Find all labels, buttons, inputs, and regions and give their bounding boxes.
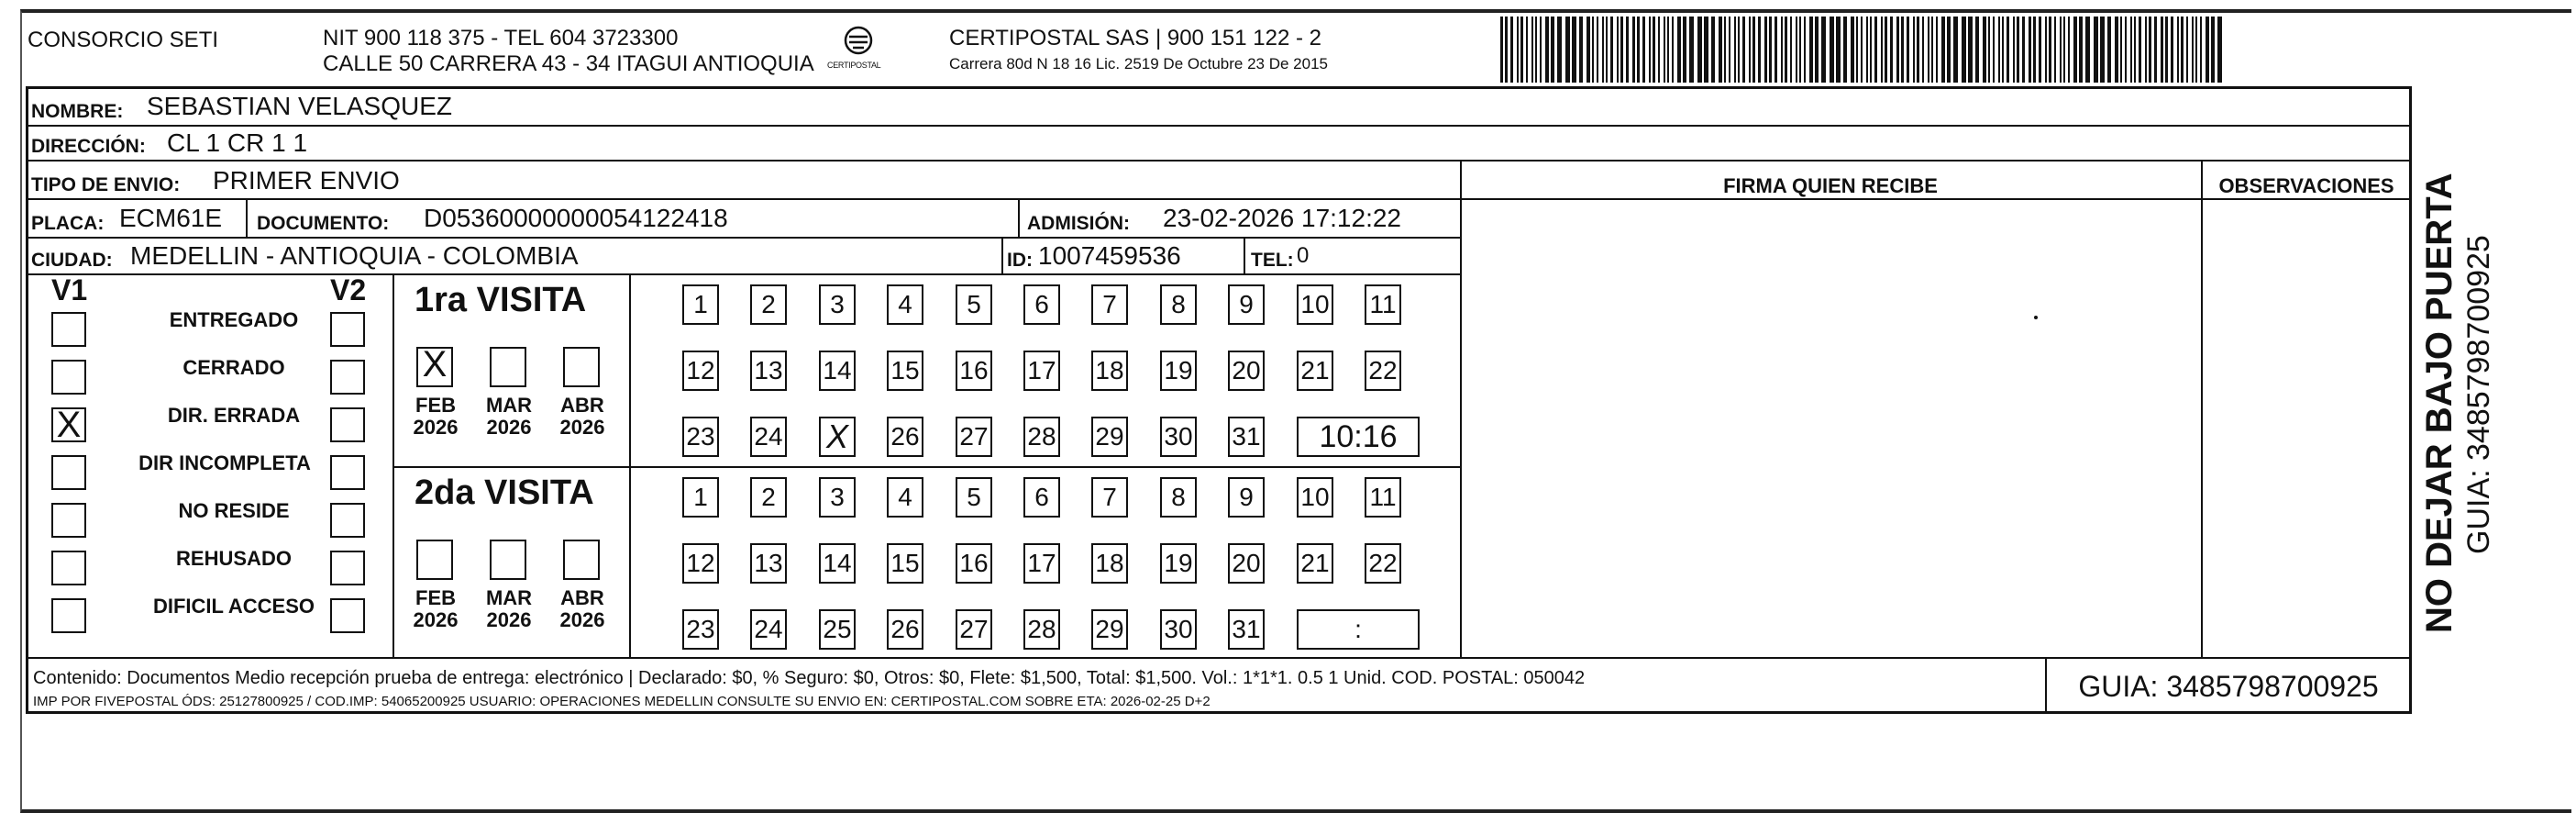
day-box: 7	[1091, 284, 1128, 325]
v2-checkbox	[330, 407, 365, 442]
month-year: 2026	[486, 416, 532, 439]
day-box: 10	[1297, 284, 1333, 325]
nombre-label: NOMBRE:	[31, 101, 124, 122]
footer-imp: IMP POR FIVEPOSTAL ÓDS: 25127800925 / COD.IMP: 54065200925 USUARIO: OPERACIONES MEDELLIN CONSULTE SU ENVIO EN: CERTIPOSTAL.COM SOBRE ETA: 2026-02-25 D+2	[33, 694, 1211, 709]
reason-label: DIFICIL ACCESO	[152, 595, 315, 618]
barcode	[1500, 17, 2225, 83]
documento-label: DOCUMENTO:	[257, 213, 390, 234]
month-year: 2026	[559, 608, 605, 631]
day-box: 23	[682, 609, 719, 650]
day-box: 19	[1160, 543, 1197, 584]
day-box: 29	[1091, 417, 1128, 457]
v2-checkbox	[330, 551, 365, 585]
day-box: 22	[1365, 351, 1401, 391]
day-box: 17	[1023, 543, 1060, 584]
day-box: 9	[1228, 284, 1265, 325]
day-box: X	[819, 417, 856, 457]
day-box: 21	[1297, 351, 1333, 391]
v1-checkbox	[51, 598, 86, 633]
month-year: 2026	[413, 416, 459, 439]
month-year: 2026	[559, 416, 605, 439]
day-box: 24	[750, 609, 787, 650]
address-line: CALLE 50 CARRERA 43 - 34 ITAGUI ANTIOQUIA	[323, 51, 814, 76]
v2-checkbox	[330, 360, 365, 395]
v2-checkbox	[330, 312, 365, 347]
reason-label: NO RESIDE	[178, 499, 290, 522]
day-box: 2	[750, 477, 787, 518]
day-box: 10	[1297, 477, 1333, 518]
day-box: 8	[1160, 477, 1197, 518]
observaciones-header: OBSERVACIONES	[2218, 174, 2394, 197]
admision-value: 23-02-2026 17:12:22	[1163, 204, 1401, 232]
no-dejar-bajo-puerta: NO DEJAR BAJO PUERTA	[2419, 173, 2460, 633]
certipostal-logo	[827, 24, 886, 75]
month-label: FEB	[415, 394, 456, 417]
day-box: 13	[750, 543, 787, 584]
direccion-value: CL 1 CR 1 1	[167, 128, 308, 157]
carrier-line2: Carrera 80d N 18 16 Lic. 2519 De Octubre 23 De 2015	[949, 55, 1328, 72]
month-checkbox: X	[416, 347, 453, 387]
day-box: 27	[956, 609, 992, 650]
day-box: 6	[1023, 477, 1060, 518]
v2-label: V2	[330, 273, 367, 306]
first-visit-title: 1ra VISITA	[415, 281, 587, 319]
day-box: 8	[1160, 284, 1197, 325]
day-box: 29	[1091, 609, 1128, 650]
day-box: 14	[819, 543, 856, 584]
reason-label: REHUSADO	[176, 547, 292, 570]
v1-checkbox	[51, 312, 86, 347]
month-checkbox	[563, 347, 600, 387]
day-box: 16	[956, 543, 992, 584]
day-box: 5	[956, 284, 992, 325]
month-label: MAR	[485, 394, 533, 417]
reason-label: DIR. ERRADA	[167, 404, 301, 427]
tel-label: TEL:	[1251, 250, 1294, 271]
day-box: 18	[1091, 351, 1128, 391]
second-visit-title: 2da VISITA	[415, 473, 594, 512]
day-box: 14	[819, 351, 856, 391]
month-year: 2026	[413, 608, 459, 631]
v2-checkbox	[330, 503, 365, 538]
time-box: 10:16	[1297, 417, 1420, 457]
id-label: ID:	[1007, 250, 1033, 271]
side-guia: GUIA: 3485798700925	[2461, 235, 2496, 554]
day-box: 12	[682, 351, 719, 391]
ciudad-value: MEDELLIN - ANTIOQUIA - COLOMBIA	[130, 241, 579, 270]
day-box: 4	[887, 477, 923, 518]
day-box: 31	[1228, 609, 1265, 650]
day-box: 25	[819, 609, 856, 650]
v1-checkbox	[51, 360, 86, 395]
day-box: 30	[1160, 609, 1197, 650]
day-box: 24	[750, 417, 787, 457]
v2-checkbox	[330, 598, 365, 633]
day-box: 20	[1228, 543, 1265, 584]
id-value: 1007459536	[1038, 241, 1181, 270]
direccion-label: DIRECCIÓN:	[31, 136, 146, 157]
day-box: 17	[1023, 351, 1060, 391]
v1-checkbox	[51, 551, 86, 585]
tel-value: 0	[1297, 243, 1310, 268]
documento-value: D05360000000054122418	[424, 204, 728, 232]
footer-guia: GUIA: 3485798700925	[2078, 670, 2379, 703]
placa-label: PLACA:	[31, 213, 105, 234]
month-label: ABR	[560, 586, 604, 609]
tipo-envio-label: TIPO DE ENVIO:	[31, 174, 181, 195]
day-box: 28	[1023, 609, 1060, 650]
day-box: 30	[1160, 417, 1197, 457]
day-box: 26	[887, 417, 923, 457]
day-box: 19	[1160, 351, 1197, 391]
day-box: 28	[1023, 417, 1060, 457]
day-box: 27	[956, 417, 992, 457]
month-checkbox	[563, 540, 600, 580]
v1-label: V1	[51, 273, 88, 306]
day-box: 4	[887, 284, 923, 325]
day-box: 23	[682, 417, 719, 457]
day-box: 12	[682, 543, 719, 584]
reason-label: DIR INCOMPLETA	[138, 451, 311, 474]
month-year: 2026	[486, 608, 532, 631]
day-box: 1	[682, 477, 719, 518]
month-checkbox	[416, 540, 453, 580]
placa-value: ECM61E	[119, 204, 223, 232]
ciudad-label: CIUDAD:	[31, 250, 113, 271]
day-box: 31	[1228, 417, 1265, 457]
time-box: :	[1297, 609, 1420, 650]
day-box: 2	[750, 284, 787, 325]
v1-checkbox	[51, 503, 86, 538]
company-name: CONSORCIO SETI	[28, 28, 219, 52]
reason-label: CERRADO	[182, 356, 285, 379]
tipo-envio-value: PRIMER ENVIO	[213, 166, 400, 195]
stray-dot	[2034, 316, 2038, 319]
day-box: 15	[887, 543, 923, 584]
nombre-value: SEBASTIAN VELASQUEZ	[147, 92, 452, 120]
month-checkbox	[490, 540, 526, 580]
day-box: 20	[1228, 351, 1265, 391]
day-box: 16	[956, 351, 992, 391]
month-label: MAR	[485, 586, 533, 609]
v2-checkbox	[330, 455, 365, 490]
day-box: 7	[1091, 477, 1128, 518]
month-label: FEB	[415, 586, 456, 609]
day-box: 3	[819, 284, 856, 325]
day-box: 13	[750, 351, 787, 391]
carrier-line1: CERTIPOSTAL SAS | 900 151 122 - 2	[949, 26, 1321, 50]
day-box: 11	[1365, 284, 1401, 325]
logo-text: CERTIPOSTAL	[827, 61, 881, 70]
reason-label: ENTREGADO	[169, 308, 299, 331]
month-checkbox	[490, 347, 526, 387]
v1-checkbox: X	[51, 407, 86, 442]
day-box: 9	[1228, 477, 1265, 518]
day-box: 21	[1297, 543, 1333, 584]
day-box: 11	[1365, 477, 1401, 518]
nit-line: NIT 900 118 375 - TEL 604 3723300	[323, 26, 679, 50]
day-box: 26	[887, 609, 923, 650]
day-box: 5	[956, 477, 992, 518]
firma-header: FIRMA QUIEN RECIBE	[1723, 174, 1938, 197]
day-box: 22	[1365, 543, 1401, 584]
day-box: 18	[1091, 543, 1128, 584]
admision-label: ADMISIÓN:	[1027, 213, 1130, 234]
month-label: ABR	[560, 394, 604, 417]
day-box: 6	[1023, 284, 1060, 325]
day-box: 15	[887, 351, 923, 391]
day-box: 1	[682, 284, 719, 325]
v1-checkbox	[51, 455, 86, 490]
day-box: 3	[819, 477, 856, 518]
footer-contenido: Contenido: Documentos Medio recepción prueba de entrega: electrónico | Declarado: $0, % Seguro: $0, Otros: $0, Flete: $1,500, Total: $1,500. Vol.: 1*1*1. 0.5 1 Unid. COD. POSTAL: 050042	[33, 668, 1586, 688]
